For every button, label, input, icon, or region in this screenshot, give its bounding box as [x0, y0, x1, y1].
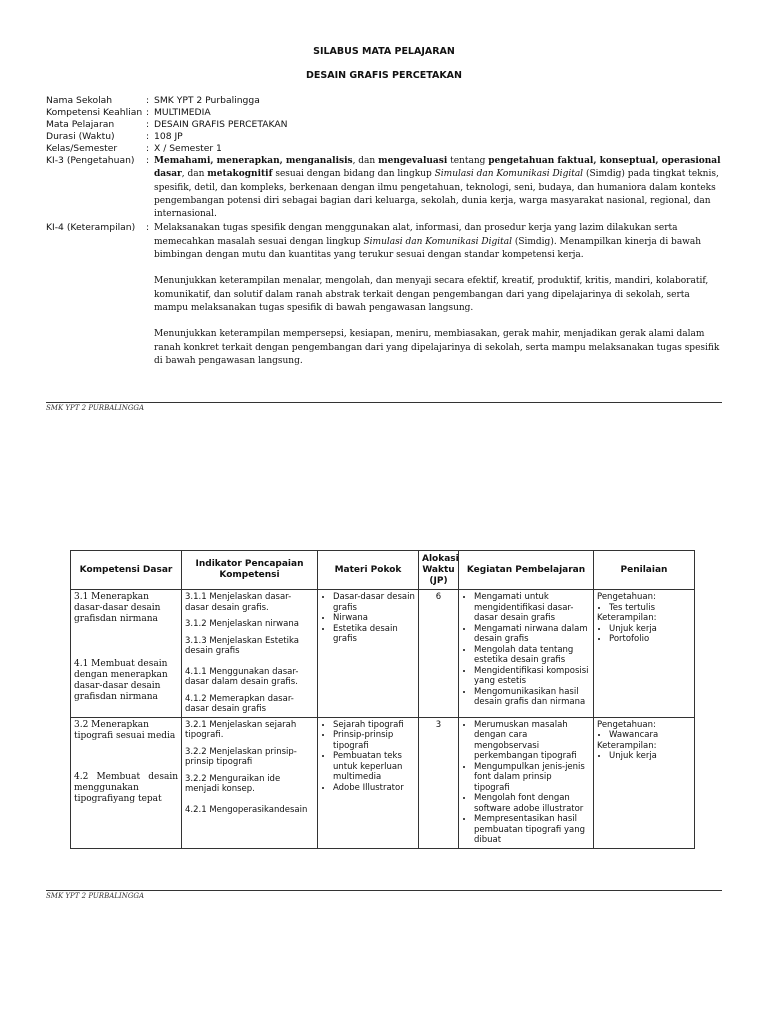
materi-list — [321, 720, 415, 794]
ki3-text-1: , dan — [352, 156, 379, 166]
document-subtitle: DESAIN GRAFIS PERCETAKAN — [306, 70, 462, 81]
ki4-paragraph-1 — [154, 222, 726, 262]
info-row-duration — [46, 131, 726, 143]
header-penilaian: Penilaian — [594, 551, 695, 590]
cell-materi-pokok — [318, 590, 419, 718]
page-footer-2: SMK YPT 2 PURBALINGGA — [46, 892, 145, 900]
cell-penilaian — [594, 590, 695, 718]
list-item: • Unjuk kerja — [609, 751, 691, 762]
list-item: • Pembuatan teks untuk keperluan multimedia — [333, 751, 415, 783]
ki3-bold-1: Memahami, menerapkan, menganalisis — [154, 156, 353, 166]
penilaian-list — [597, 624, 691, 645]
list-item: • Mengamati nirwana dalam desain grafis — [474, 624, 590, 645]
separator: : — [146, 131, 150, 142]
page-divider-bottom — [46, 890, 722, 891]
cell-indikator — [182, 717, 318, 848]
ki3-text-3: , dan — [181, 169, 208, 180]
ipk-item: 4.1.1 Menggunakan dasar-dasar dalam desain grafis. — [185, 666, 299, 687]
info-row-school — [46, 95, 726, 107]
header-materi-pokok: Materi Pokok — [318, 551, 419, 590]
ipk-item: 3.2.2 Menjelaskan prinsip-prinsip tipografi — [185, 746, 297, 767]
cell-alokasi: 6 — [419, 590, 459, 718]
ki4-paragraph-2: Menunjukkan keterampilan menalar, mengolah, dan menyaji secara efektif, kreatif, produktif, kritis, mandiri, kolaboratif, komunikatif, dan solutif dalam ranah abstrak terkait dengan pengembangan dari yang dipelajarinya di sekolah, serta mampu melaksanakan tugas spesifik di bawah pengawasan langsung. — [154, 276, 709, 313]
ki4-row — [46, 222, 726, 368]
ki3-text — [154, 155, 726, 221]
info-row-class — [46, 143, 726, 155]
kd-item: 4.1 Membuat desain dengan menerapkan dasar-dasar desain grafisdan nirmana — [74, 659, 168, 702]
label-ki3: KI-3 (Pengetahuan) — [46, 155, 135, 166]
info-row-subject — [46, 119, 726, 131]
kd-item: 3.1 Menerapkan dasar-dasar desain grafisdan nirmana — [74, 592, 161, 624]
ipk-item: 3.1.1 Menjelaskan dasar-dasar desain grafis. — [185, 592, 292, 613]
list-item: • Mengolah data tentang estetika desain grafis — [474, 645, 590, 666]
ipk-item: 3.1.3 Menjelaskan Estetika desain grafis — [185, 635, 299, 656]
ki3-italic-1: Simulasi dan Komunikasi Digital — [434, 169, 584, 180]
list-item: • Portofolio — [609, 634, 691, 645]
list-item: • Wawancara — [609, 730, 691, 741]
list-item: • Unjuk kerja — [609, 624, 691, 635]
list-item: • Mengamati untuk mengidentifikasi dasar-dasar desain grafis — [474, 592, 590, 624]
cell-indikator — [182, 590, 318, 718]
penilaian-list — [597, 751, 691, 762]
cell-kompetensi-dasar — [71, 590, 182, 718]
list-item: • Merumuskan masalah dengan cara mengobservasi perkembangan tipografi — [474, 720, 590, 762]
list-item: • Mempresentasikan hasil pembuatan tipografi yang dibuat — [474, 814, 590, 846]
identity-block — [46, 95, 726, 368]
label-kompetensi-keahlian: Kompetensi Keahlian — [46, 107, 143, 118]
ipk-item: 3.1.2 Menjelaskan nirwana — [185, 619, 299, 629]
page-divider-top — [46, 402, 722, 403]
ki3-bold-2: mengevaluasi — [378, 156, 448, 166]
value-nama-sekolah: SMK YPT 2 Purbalingga — [154, 95, 260, 106]
ipk-item: 3.2.2 Menguraikan ide menjadi konsep. — [185, 773, 281, 794]
separator: : — [146, 155, 150, 166]
separator: : — [146, 143, 150, 154]
kd-item: 4.2 Membuat desain menggunakan tipografiyang tepat — [74, 771, 178, 804]
separator: : — [146, 119, 150, 130]
penilaian-label: Pengetahuan: — [597, 719, 656, 730]
list-item: • Mengolah font dengan software adobe illustrator — [474, 793, 590, 814]
cell-kegiatan — [459, 590, 594, 718]
ipk-item: 4.1.2 Memerapkan dasar-dasar desain grafis — [185, 693, 294, 714]
ki3-text-2: tentang — [447, 156, 489, 166]
ipk-item: 3.2.1 Menjelaskan sejarah tipografi. — [185, 719, 297, 740]
value-mata-pelajaran: DESAIN GRAFIS PERCETAKAN — [154, 119, 288, 130]
penilaian-list — [597, 603, 691, 614]
list-item: • Estetika desain grafis — [333, 624, 415, 645]
cell-materi-pokok — [318, 717, 419, 848]
ki4-p1-text-b: (Simdig). Menampilkan kinerja di bawah bimbingan dengan mutu dan kuantitas yang terukur sesuai dengan standar kompetensi kerja. — [154, 236, 702, 261]
table-row — [71, 590, 695, 718]
header-kompetensi-dasar: Kompetensi Dasar — [71, 551, 182, 590]
separator: : — [146, 107, 150, 118]
header-indikator: Indikator Pencapaian Kompetensi — [182, 551, 318, 590]
label-ki4: KI-4 (Keterampilan) — [46, 222, 136, 234]
list-item: • Mengumpulkan jenis-jenis font dalam prinsip tipografi — [474, 762, 590, 794]
cell-alokasi: 3 — [419, 717, 459, 848]
cell-kegiatan — [459, 717, 594, 848]
list-item: • Nirwana — [333, 613, 415, 624]
table-row — [71, 717, 695, 848]
kd-item: 3.2 Menerapkan tipografi sesuai media — [74, 719, 176, 741]
value-kelas: X / Semester 1 — [154, 143, 222, 154]
value-kompetensi-keahlian: MULTIMEDIA — [154, 107, 211, 118]
page-footer-1: SMK YPT 2 PURBALINGGA — [46, 404, 145, 412]
label-nama-sekolah: Nama Sekolah — [46, 95, 113, 106]
label-mata-pelajaran: Mata Pelajaran — [46, 119, 115, 130]
label-durasi: Durasi (Waktu) — [46, 131, 115, 142]
penilaian-label: Keterampilan: — [597, 613, 657, 623]
info-row-competence — [46, 107, 726, 119]
ki4-p1-text-a: Melaksanakan tugas spesifik dengan menggunakan alat, informasi, dan prosedur kerja yang lazim dilakukan serta memecahkan masalah sesuai dengan lingkup — [154, 223, 678, 247]
penilaian-label: Pengetahuan: — [597, 592, 656, 602]
ki3-text-5: (Simdig) pada tingkat teknis, spesifik, detil, dan kompleks, berkenaan dengan ilmu pengetahuan, teknologi, seni, budaya, dan humaniora dalam konteks pengembangan potensi diri sebagai bagian dari keluarga, sekolah, dunia kerja, warga masyarakat nasional, regional, dan internasional. — [154, 169, 719, 220]
ki3-bold-4: metakognitif — [207, 169, 273, 180]
ki4-text — [154, 222, 726, 368]
header-kegiatan: Kegiatan Pembelajaran — [459, 551, 594, 590]
document-title: SILABUS MATA PELAJARAN — [313, 46, 455, 57]
list-item: • Tes tertulis — [609, 603, 691, 614]
kegiatan-list — [462, 720, 590, 846]
list-item: • Sejarah tipografi — [333, 720, 415, 731]
cell-kompetensi-dasar — [71, 717, 182, 848]
ki4-p1-italic: Simulasi dan Komunikasi Digital — [363, 236, 512, 247]
list-item: • Prinsip-prinsip tipografi — [333, 730, 415, 751]
table-header-row — [71, 551, 695, 590]
ipk-item: 4.2.1 Mengoperasikandesain — [185, 804, 308, 815]
kegiatan-list — [462, 592, 590, 708]
materi-list — [321, 592, 415, 645]
list-item: • Dasar-dasar desain grafis — [333, 592, 415, 613]
separator: : — [146, 222, 150, 234]
ki3-text-4: sesuai dengan bidang dan lingkup — [272, 169, 435, 180]
cell-penilaian — [594, 717, 695, 848]
header-alokasi-waktu: Alokasi Waktu (JP) — [419, 551, 459, 590]
ki3-row — [46, 155, 726, 221]
separator: : — [146, 95, 150, 106]
list-item: • Mengomunikasikan hasil desain grafis dan nirmana — [474, 687, 590, 708]
syllabus-table — [70, 550, 695, 849]
list-item: • Adobe Illustrator — [333, 783, 415, 794]
label-kelas: Kelas/Semester — [46, 143, 118, 154]
ki4-paragraph-3: Menunjukkan keterampilan mempersepsi, kesiapan, meniru, membiasakan, gerak mahir, menjadikan gerak alami dalam ranah konkret terkait dengan pengembangan dari yang dipelajarinya di sekolah, serta mampu melaksanakan tugas spesifik di bawah pengawasan langsung. — [154, 329, 720, 366]
penilaian-label: Keterampilan: — [597, 740, 657, 751]
value-durasi: 108 JP — [154, 131, 183, 142]
ki3-bold-3: pengetahuan faktual, konseptual, operasional dasar — [154, 156, 721, 180]
list-item: • Mengidentifikasi komposisi yang estetis — [474, 666, 590, 687]
penilaian-list — [597, 730, 691, 741]
